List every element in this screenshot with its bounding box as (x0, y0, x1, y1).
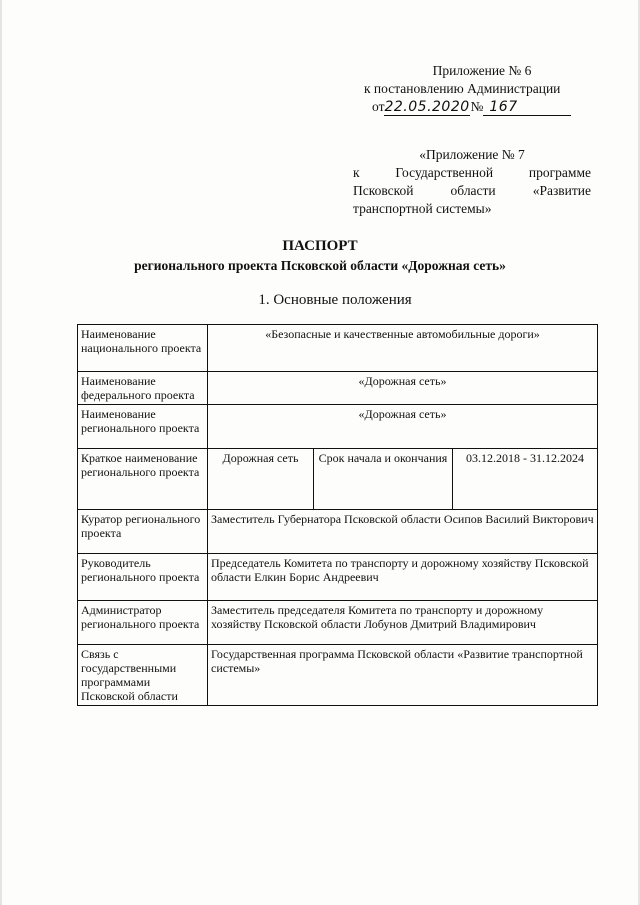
row-value: «Дорожная сеть» (208, 372, 598, 405)
row-label: Связь с государственными программами Псковской области (78, 645, 208, 706)
row-value: «Дорожная сеть» (208, 405, 598, 449)
appendix-original-line4: транспортной системы» (353, 201, 492, 216)
row-label: Наименование федерального проекта (78, 372, 208, 405)
table-row (78, 372, 598, 405)
date-prefix: от (372, 99, 385, 114)
short-name: Дорожная сеть (208, 449, 314, 509)
word: «Развитие (532, 183, 592, 198)
appendix-original-number: «Приложение № 7 (419, 147, 525, 162)
word: Государственной (395, 165, 494, 180)
handwritten-date: 22.05.2020 (384, 99, 470, 115)
appendix-original-line3 (353, 182, 591, 200)
row-value: Председатель Комитета по транспорту и дорожному хозяйству Псковской области Елкин Борис Андреевич (208, 554, 598, 601)
row-label: Куратор регионального проекта (78, 510, 208, 554)
appendix-number: Приложение № 6 (432, 63, 532, 78)
row-value: Государственная программа Псковской области «Развитие транспортной системы» (208, 645, 598, 706)
table-row (78, 601, 598, 645)
word: к (353, 165, 360, 180)
table-row (78, 325, 598, 372)
passport-table (77, 324, 598, 706)
term-label: Срок начала и окончания (314, 449, 453, 509)
table-row (78, 645, 598, 706)
word: области (450, 183, 496, 198)
document-title: ПАСПОРТ (282, 238, 358, 254)
row-value: «Безопасные и качественные автомобильные дороги» (208, 325, 598, 372)
document-subtitle: регионального проекта Псковской области «Дорожная сеть» (134, 258, 506, 273)
appendix-original-line2 (353, 164, 591, 182)
table-row (78, 449, 598, 510)
scan-edge-left (0, 0, 2, 905)
table-row (78, 554, 598, 601)
appendix-block (362, 62, 592, 116)
section-heading: 1. Основные положения (258, 292, 412, 308)
row-value: Заместитель председателя Комитета по транспорту и дорожному хозяйству Псковской области Лобунов Дмитрий Владимирович (208, 601, 598, 645)
table-row (78, 510, 598, 554)
word: программе (528, 165, 592, 180)
split-cells (208, 449, 597, 509)
number-sign: № (470, 99, 484, 114)
term-value: 03.12.2018 - 31.12.2024 (466, 451, 584, 465)
handwritten-number: 167 (483, 100, 571, 116)
row-value-split (208, 449, 598, 510)
row-label: Руководитель регионального проекта (78, 554, 208, 601)
table-row (78, 405, 598, 449)
appendix-original-block (353, 146, 591, 218)
row-label: Наименование регионального проекта (78, 405, 208, 449)
row-label: Краткое наименование регионального проекта (78, 449, 208, 510)
word: Псковской (353, 183, 414, 198)
appendix-resolution: к постановлению Администрации (364, 81, 561, 96)
row-label: Наименование национального проекта (78, 325, 208, 372)
row-label: Администратор регионального проекта (78, 601, 208, 645)
row-value: Заместитель Губернатора Псковской области Осипов Василий Викторович (208, 510, 598, 554)
appendix-date-line (362, 98, 592, 116)
